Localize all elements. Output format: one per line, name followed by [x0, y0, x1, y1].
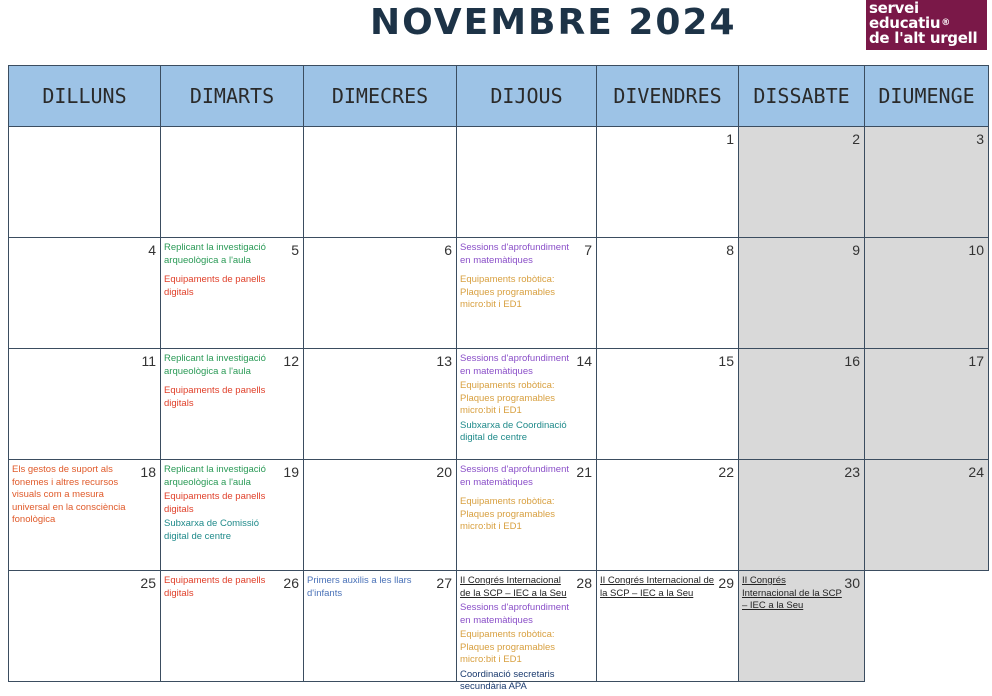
event-item[interactable]: Sessions d'aprofundiment en matemàtiques	[460, 353, 570, 377]
weekday-header: DISSABTE	[739, 66, 865, 127]
day-number: 7	[584, 242, 592, 258]
day-number: 27	[436, 575, 452, 591]
day-cell[interactable]	[739, 238, 865, 349]
day-cell[interactable]	[597, 349, 739, 460]
empty-cell	[865, 571, 989, 682]
day-number: 21	[576, 464, 592, 480]
event-list	[307, 575, 434, 607]
day-number: 15	[718, 353, 734, 369]
organization-logo	[866, 0, 987, 50]
event-item[interactable]: Equipaments de panells digitals	[164, 491, 266, 515]
event-item[interactable]: Primers auxilis a les llars d'infants	[307, 575, 412, 599]
event-list	[12, 464, 138, 534]
day-number: 30	[844, 575, 860, 591]
event-item[interactable]: Els gestos de suport als fonemes i altres recursos visuals com a mesura universal en la consciència fonològica	[12, 464, 126, 525]
logo-line: servei	[869, 0, 919, 17]
day-cell[interactable]	[304, 349, 457, 460]
day-number: 28	[576, 575, 592, 591]
logo-line: de l'alt urgell	[869, 29, 978, 47]
event-item[interactable]: Equipaments robòtica: Plaques programables micro:bit i ED1	[460, 380, 556, 416]
event-list	[164, 242, 281, 306]
day-number: 3	[976, 131, 984, 147]
day-number: 10	[968, 242, 984, 258]
event-list	[600, 575, 716, 607]
week-row	[9, 460, 989, 571]
day-number: 29	[718, 575, 734, 591]
event-item[interactable]: Sessions d'aprofundiment en matemàtiques	[460, 464, 570, 488]
event-list	[460, 242, 574, 319]
weekday-header: DIMECRES	[304, 66, 457, 127]
day-cell[interactable]	[457, 127, 597, 238]
week-row	[9, 349, 989, 460]
day-number: 24	[968, 464, 984, 480]
event-list	[742, 575, 842, 620]
day-cell[interactable]	[597, 238, 739, 349]
logo-line: educatiu	[869, 14, 941, 32]
day-number: 8	[726, 242, 734, 258]
day-cell[interactable]	[9, 127, 161, 238]
day-number: 20	[436, 464, 452, 480]
day-cell[interactable]	[161, 349, 304, 460]
event-item[interactable]: Subxarxa de Comissió digital de centre	[164, 518, 260, 542]
day-cell[interactable]	[597, 460, 739, 571]
day-number: 5	[291, 242, 299, 258]
day-cell[interactable]	[739, 349, 865, 460]
day-cell[interactable]	[161, 238, 304, 349]
day-cell[interactable]	[304, 571, 457, 682]
week-row	[9, 127, 989, 238]
day-cell[interactable]	[161, 571, 304, 682]
weekday-header: DILLUNS	[9, 66, 161, 127]
day-cell[interactable]	[304, 460, 457, 571]
day-number: 19	[283, 464, 299, 480]
day-cell[interactable]	[739, 571, 865, 682]
day-cell[interactable]	[457, 349, 597, 460]
day-cell[interactable]	[161, 127, 304, 238]
day-cell[interactable]	[9, 460, 161, 571]
day-cell[interactable]	[597, 127, 739, 238]
event-list	[164, 464, 281, 545]
event-item[interactable]: Equipaments de panells digitals	[164, 385, 266, 409]
day-number: 16	[844, 353, 860, 369]
event-list	[460, 464, 574, 541]
day-number: 12	[283, 353, 299, 369]
event-item[interactable]: Coordinació secretaris secundària APA	[460, 668, 555, 692]
day-number: 13	[436, 353, 452, 369]
day-number: 6	[444, 242, 452, 258]
week-row	[9, 238, 989, 349]
day-number: 9	[852, 242, 860, 258]
day-cell[interactable]	[865, 349, 989, 460]
day-cell[interactable]	[865, 127, 989, 238]
event-item[interactable]: Replicant la investigació arqueològica a l'aula	[164, 242, 266, 266]
event-item[interactable]: Equipaments de panells digitals	[164, 274, 266, 298]
event-item[interactable]: Subxarxa de Coordinació digital de centre	[460, 419, 567, 443]
day-cell[interactable]	[457, 238, 597, 349]
day-cell[interactable]	[457, 571, 597, 692]
event-list	[164, 575, 281, 607]
event-item[interactable]: Sessions d'aprofundiment en matemàtiques	[460, 602, 570, 626]
weekday-header: DIMARTS	[161, 66, 304, 127]
day-number: 26	[283, 575, 299, 591]
day-number: 23	[844, 464, 860, 480]
day-number: 1	[726, 131, 734, 147]
day-number: 25	[140, 575, 156, 591]
day-number: 22	[718, 464, 734, 480]
event-item[interactable]: Equipaments robòtica: Plaques programables micro:bit i ED1	[460, 496, 556, 532]
calendar-body	[9, 127, 989, 692]
day-cell[interactable]	[161, 460, 304, 571]
day-number: 14	[576, 353, 592, 369]
day-cell[interactable]	[304, 127, 457, 238]
event-list	[164, 353, 281, 417]
day-cell[interactable]	[739, 460, 865, 571]
day-cell[interactable]	[597, 571, 739, 682]
day-cell[interactable]	[739, 127, 865, 238]
day-number: 17	[968, 353, 984, 369]
day-number: 2	[852, 131, 860, 147]
event-item[interactable]: Equipaments de panells digitals	[164, 575, 266, 599]
event-item[interactable]: II Congrés Internacional de la SCP – IEC a la Seu	[600, 575, 715, 599]
day-number: 4	[148, 242, 156, 258]
calendar-grid	[8, 65, 989, 692]
week-row	[9, 571, 989, 682]
weekday-header: DIUMENGE	[865, 66, 989, 127]
day-cell[interactable]	[457, 460, 597, 571]
event-list	[460, 353, 574, 447]
day-cell[interactable]	[9, 349, 161, 460]
page-title: NOVEMBRE 2024	[370, 2, 737, 43]
day-number: 18	[140, 464, 156, 480]
event-item[interactable]: II Congrés Internacional de la SCP – IEC a la Seu	[742, 575, 842, 611]
day-cell[interactable]	[304, 238, 457, 349]
day-cell[interactable]	[865, 238, 989, 349]
registered-mark-icon: ®	[941, 18, 950, 28]
event-item[interactable]: Replicant la investigació arqueològica a l'aula	[164, 464, 266, 488]
event-item[interactable]: Replicant la investigació arqueològica a l'aula	[164, 353, 266, 377]
event-list	[460, 575, 574, 696]
weekday-header: DIVENDRES	[597, 66, 739, 127]
weekday-header: DIJOUS	[457, 66, 597, 127]
event-item[interactable]: Sessions d'aprofundiment en matemàtiques	[460, 242, 570, 266]
event-item[interactable]: II Congrés Internacional de la SCP – IEC a la Seu	[460, 575, 567, 599]
day-number: 11	[141, 353, 156, 369]
day-cell[interactable]	[9, 571, 161, 682]
weekday-header-row	[9, 66, 989, 127]
event-item[interactable]: Equipaments robòtica: Plaques programables micro:bit i ED1	[460, 629, 556, 665]
day-cell[interactable]	[9, 238, 161, 349]
event-item[interactable]: Equipaments robòtica: Plaques programables micro:bit i ED1	[460, 274, 556, 310]
day-cell[interactable]	[865, 460, 989, 571]
